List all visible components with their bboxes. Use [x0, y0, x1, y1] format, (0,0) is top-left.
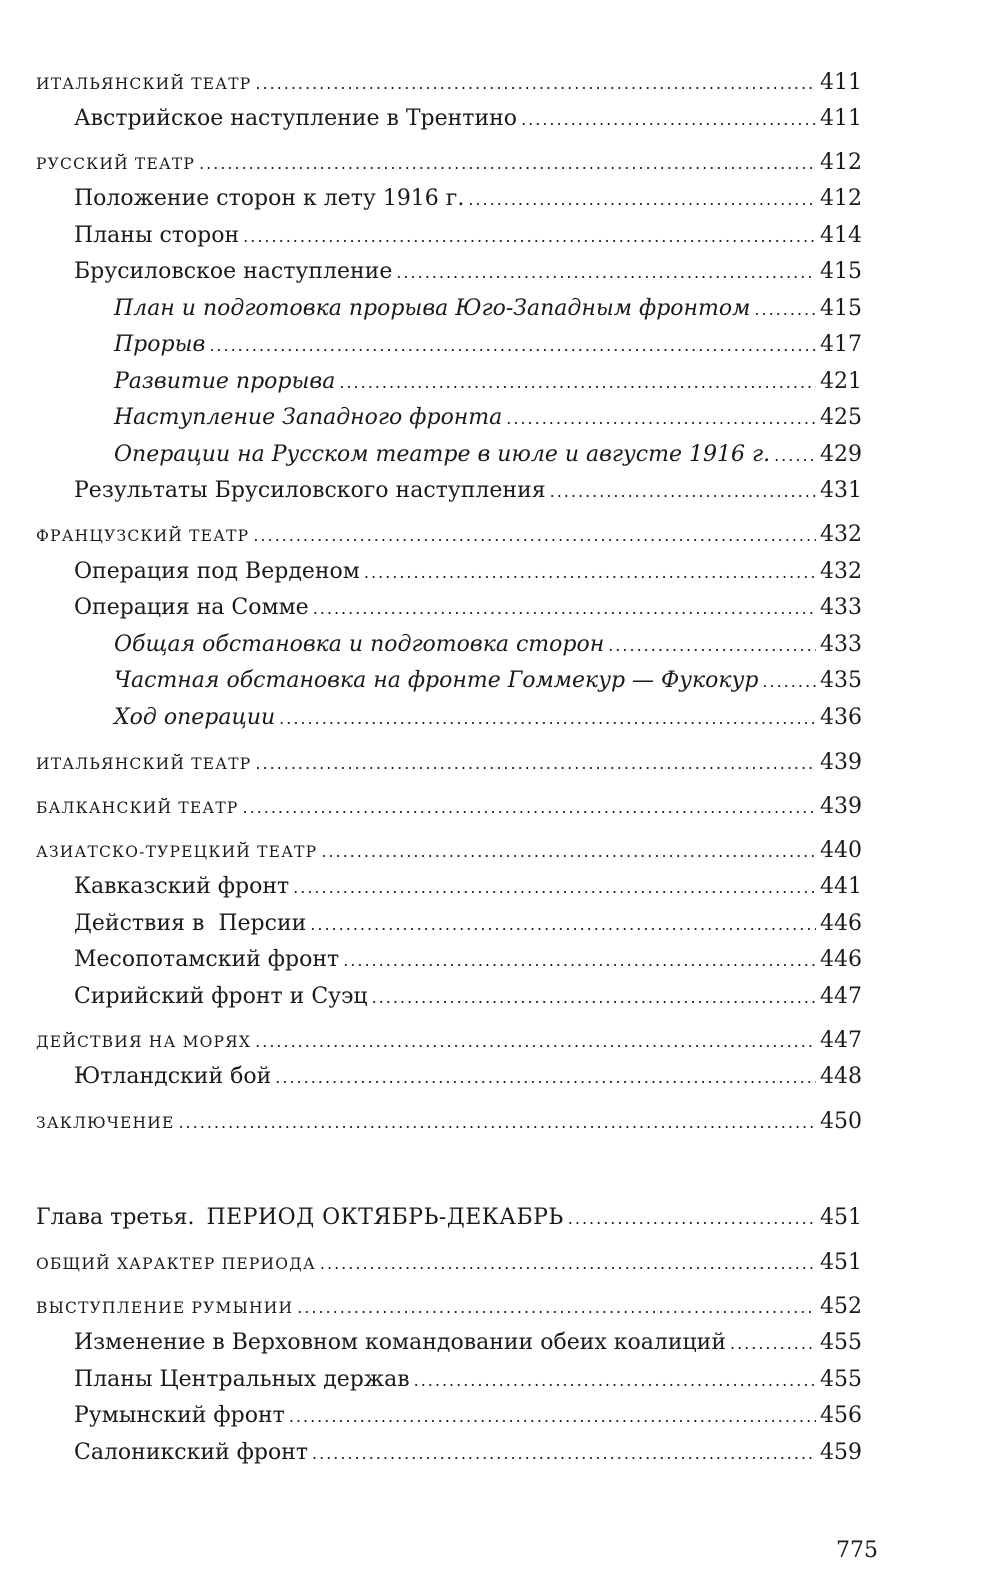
toc-subsection	[74, 106, 862, 131]
toc-title: Изменение в Верховном командовании обеих коалиций	[74, 1330, 726, 1355]
dot-leader	[275, 1070, 816, 1086]
toc-page-number: 455	[820, 1367, 862, 1392]
toc-page-number: 421	[820, 369, 862, 394]
toc-subsubsection	[114, 442, 862, 467]
toc-page-number: 435	[820, 668, 862, 693]
toc-title: Планы сторон	[74, 223, 240, 248]
toc-page-number: 433	[820, 632, 862, 657]
toc-title: ИТАЛЬЯНСКИЙ ТЕАТР	[36, 75, 252, 93]
toc-subsection	[74, 1064, 862, 1089]
toc-title: РУССКИЙ ТЕАТР	[36, 155, 196, 173]
dot-leader	[372, 990, 816, 1006]
toc-subsubsection	[114, 369, 862, 394]
dot-leader	[339, 375, 816, 391]
toc-page-number: 417	[820, 332, 862, 357]
dot-leader	[568, 1211, 816, 1227]
dot-leader	[243, 229, 816, 245]
dot-leader	[506, 411, 816, 427]
toc-chapter	[36, 1205, 862, 1230]
toc-title: Частная обстановка на фронте Гоммекур — Фукокур	[114, 668, 759, 693]
toc-section	[36, 522, 862, 547]
toc-subsection	[74, 559, 862, 584]
toc-title: Операция на Сомме	[74, 595, 309, 620]
toc-page-number: 433	[820, 595, 862, 620]
toc-subsubsection	[114, 668, 862, 693]
toc-section	[36, 1250, 862, 1275]
dot-leader	[343, 953, 816, 969]
toc-section	[36, 750, 862, 775]
toc-title: Положение сторон к лету 1916 г.	[74, 186, 465, 211]
toc-page-number: 425	[820, 405, 862, 430]
toc-page-number: 450	[820, 1109, 862, 1134]
dot-leader	[313, 601, 816, 617]
toc-title: БАЛКАНСКИЙ ТЕАТР	[36, 799, 239, 817]
toc-page-number: 447	[820, 1028, 862, 1053]
toc-page-number: 429	[820, 442, 862, 467]
dot-leader	[312, 1446, 816, 1462]
dot-leader	[255, 1034, 816, 1050]
toc-page-number: 432	[820, 522, 862, 547]
toc-page-number: 459	[820, 1440, 862, 1465]
dot-leader	[310, 917, 816, 933]
dot-leader	[199, 156, 816, 172]
toc-page-number: 411	[820, 106, 862, 131]
toc-subsection	[74, 984, 862, 1009]
toc-page-number: 436	[820, 705, 862, 730]
toc-page-number: 415	[820, 296, 862, 321]
toc-subsection	[74, 874, 862, 899]
toc-title: АЗИАТСКО-ТУРЕЦКИЙ ТЕАТР	[36, 843, 318, 861]
toc-title: Развитие прорыва	[114, 369, 336, 394]
toc-title: ФРАНЦУЗСКИЙ ТЕАТР	[36, 527, 250, 545]
toc-subsection	[74, 595, 862, 620]
toc-title: ИТАЛЬЯНСКИЙ ТЕАТР	[36, 755, 252, 773]
toc-title: Сирийский фронт и Суэц	[74, 984, 368, 1009]
toc-section	[36, 150, 862, 175]
toc-section	[36, 838, 862, 863]
toc-title: Ютландский бой	[74, 1064, 272, 1089]
toc-page-number: 411	[820, 70, 862, 95]
toc-page-number: 414	[820, 223, 862, 248]
toc-subsubsection	[114, 632, 862, 657]
toc-page-number: 452	[820, 1294, 862, 1319]
toc-title: Брусиловское наступление	[74, 259, 393, 284]
toc-page-number: 455	[820, 1330, 862, 1355]
dot-leader	[279, 711, 816, 727]
toc-section	[36, 70, 862, 95]
toc-title: Операции на Русском театре в июле и августе 1916 г.	[114, 442, 771, 467]
toc-page-number: 448	[820, 1064, 862, 1089]
toc-title: Австрийское наступление в Трентино	[74, 106, 518, 131]
toc-title: Наступление Западного фронта	[114, 405, 503, 430]
toc-title: Ход операции	[114, 705, 276, 730]
toc-page-number: 415	[820, 259, 862, 284]
toc-subsubsection	[114, 405, 862, 430]
toc-page-number: 441	[820, 874, 862, 899]
toc-title: ЗАКЛЮЧЕНИЕ	[36, 1114, 175, 1132]
toc-title: Планы Центральных держав	[74, 1367, 410, 1392]
toc-subsection	[74, 947, 862, 972]
toc-page-number: 412	[820, 150, 862, 175]
toc-subsubsection	[114, 705, 862, 730]
toc-page-number: 446	[820, 947, 862, 972]
toc-title: Салоникский фронт	[74, 1440, 309, 1465]
dot-leader	[297, 1300, 816, 1316]
dot-leader	[178, 1115, 816, 1131]
toc-subsection	[74, 186, 862, 211]
toc-page-number: 440	[820, 838, 862, 863]
toc-subsection	[74, 1330, 862, 1355]
dot-leader	[754, 302, 816, 318]
dot-leader	[730, 1336, 816, 1352]
toc-title: Прорыв	[114, 332, 206, 357]
dot-leader	[255, 756, 816, 772]
toc-title: Общая обстановка и подготовка сторон	[114, 632, 605, 657]
dot-leader	[293, 880, 816, 896]
toc-title: Месопотамский фронт	[74, 947, 340, 972]
dot-leader	[209, 338, 816, 354]
toc-page-number: 412	[820, 186, 862, 211]
toc-title: Румынский фронт	[74, 1403, 285, 1428]
toc-subsubsection	[114, 332, 862, 357]
dot-leader	[320, 1256, 816, 1272]
dot-leader	[364, 565, 816, 581]
toc-subsection	[74, 1403, 862, 1428]
dot-leader	[253, 528, 816, 544]
toc-title: Кавказский фронт	[74, 874, 290, 899]
toc-subsection	[74, 1440, 862, 1465]
dot-leader	[255, 76, 816, 92]
toc-subsection	[74, 223, 862, 248]
toc-title: ОБЩИЙ ХАРАКТЕР ПЕРИОДА	[36, 1255, 316, 1273]
toc-page-number: 456	[820, 1403, 862, 1428]
toc-title: Результаты Брусиловского наступления	[74, 478, 546, 503]
toc-title: ВЫСТУПЛЕНИЕ РУМЫНИИ	[36, 1299, 294, 1317]
dot-leader	[521, 112, 816, 128]
toc-page-number: 447	[820, 984, 862, 1009]
toc-subsection	[74, 911, 862, 936]
dot-leader	[774, 448, 816, 464]
toc-page-number: 446	[820, 911, 862, 936]
toc-title: Действия в Персии	[74, 911, 307, 936]
toc-section	[36, 1294, 862, 1319]
dot-leader	[321, 844, 816, 860]
toc-section	[36, 1109, 862, 1134]
dot-leader	[550, 484, 816, 500]
toc-chapter-title	[36, 1205, 564, 1230]
dot-leader	[289, 1409, 816, 1425]
toc-title: План и подготовка прорыва Юго-Западным фронтом	[114, 296, 751, 321]
toc-subsection	[74, 1367, 862, 1392]
toc-subsubsection	[114, 296, 862, 321]
toc-subsection	[74, 478, 862, 503]
chapter-name: ПЕРИОД ОКТЯБРЬ-ДЕКАБРЬ	[206, 1205, 564, 1230]
dot-leader	[762, 674, 816, 690]
toc-page-number: 431	[820, 478, 862, 503]
toc-section	[36, 794, 862, 819]
toc-subsection	[74, 259, 862, 284]
dot-leader	[396, 265, 816, 281]
dot-leader	[243, 800, 817, 816]
dot-leader	[608, 638, 816, 654]
toc-title: Операция под Верденом	[74, 559, 360, 584]
dot-leader	[468, 192, 816, 208]
toc-page-number: 432	[820, 559, 862, 584]
toc-page-number: 439	[820, 750, 862, 775]
toc-page-number: 451	[820, 1205, 862, 1230]
toc-page-number: 439	[820, 794, 862, 819]
toc-page-number: 451	[820, 1250, 862, 1275]
toc-section	[36, 1028, 862, 1053]
dot-leader	[414, 1373, 816, 1389]
chapter-label: Глава третья.	[36, 1205, 195, 1230]
toc-title: ДЕЙСТВИЯ НА МОРЯХ	[36, 1033, 252, 1051]
page-number: 775	[836, 1538, 878, 1563]
